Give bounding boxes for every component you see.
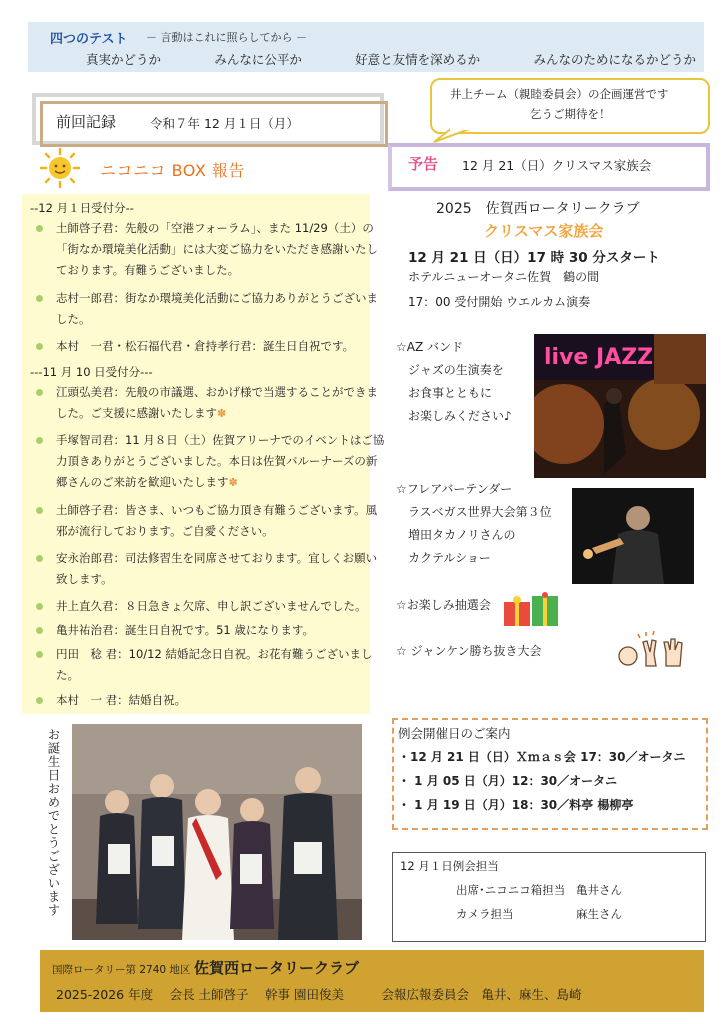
bubble-line-1: 井上チーム（親睦委員会）の企画運営です xyxy=(450,87,669,101)
list-item xyxy=(34,690,386,711)
list-item-text: 安永治郎君：司法修習生を同席させております。宜しくお願い致します。 xyxy=(56,551,378,586)
test-item: 真実かどうか xyxy=(86,52,162,67)
schedule-line: ・12 月 21 日（日）Ｘｍａｓ会 17：30／オータニ xyxy=(398,750,686,764)
list-item-text: 円田 稔 君：10/12 結婚記念日自祝。お花有難うございました。 xyxy=(56,647,373,682)
four-tests-subtitle: － 言動はこれに照らしてから － xyxy=(146,31,307,44)
bartender-photo-image xyxy=(572,488,694,584)
bartender-photo xyxy=(572,488,694,584)
list-item-text: 亀井祐治君：誕生日自祝です。51 歳になります。 xyxy=(56,623,314,637)
party-time: 12 月 21 日（日）17 時 30 分スタート xyxy=(408,250,660,266)
jazz-line: ☆AZ バンド xyxy=(396,340,464,354)
section-heading: ---11 月 10 日受付分--- xyxy=(30,365,153,379)
jazz-line: お食事とともに xyxy=(408,386,493,400)
bullet-icon xyxy=(36,697,43,704)
bartender-line: ☆フレアバーテンダー xyxy=(396,482,513,496)
list-item xyxy=(34,644,386,686)
bartender-line: ラスベガス世界大会第３位 xyxy=(408,505,552,519)
jazz-line: お楽しみください♪ xyxy=(408,409,512,423)
list-item-text: 土師啓子君：先般の「空港フォーラム」、また 11/29（土）の「街なか環境美化活動」には大変ご協力をいただき感謝いたしております。有難うございました。 xyxy=(56,221,378,277)
notice-text: 12 月 21（日）クリスマス家族会 xyxy=(462,158,652,173)
list-item xyxy=(34,596,386,617)
list-item-text: 土師啓子君：皆さま、いつもご協力頂き有難うございます。風邪が流行しております。ご自愛ください。 xyxy=(56,503,378,538)
test-item: みんなのためになるかどうか xyxy=(533,52,696,67)
bubble-line-2: 乞うご期待を！ xyxy=(530,107,611,121)
notice-label: 予告 xyxy=(408,155,439,173)
duty-title: 12 月１日例会担当 xyxy=(400,859,499,873)
section-heading: --12 月１日受付分-- xyxy=(30,201,134,215)
list-item-text: 江頭弘美君：先般の市議選、おかげ様で当選することができました。ご支援に感謝いたします xyxy=(56,385,378,420)
jazz-band-info xyxy=(396,336,512,428)
list-item xyxy=(34,382,386,424)
flower-icon: ✽ xyxy=(228,476,238,489)
list-item xyxy=(34,218,386,282)
schedule-line: ・ 1 月 05 日（月）12：30／オータニ xyxy=(398,774,618,788)
jazz-band-photo xyxy=(534,334,706,478)
bullet-icon xyxy=(36,603,43,610)
bullet-icon xyxy=(36,295,43,302)
rock-paper-scissors-icon xyxy=(616,630,686,670)
gift-icon xyxy=(502,592,560,630)
list-item xyxy=(34,336,386,357)
list-item-text: 本村 一 君：結婚自祝。 xyxy=(56,693,187,707)
bullet-icon xyxy=(36,507,43,514)
duty-role: 出席･ニコニコ箱担当 xyxy=(456,883,566,897)
bullet-icon xyxy=(36,389,43,396)
schedule-line: ・ 1 月 19 日（月）18：30／料亭 楊柳亭 xyxy=(398,798,634,812)
party-club-year: 2025 佐賀西ロータリークラブ xyxy=(436,201,640,217)
four-tests-list xyxy=(86,50,696,68)
birthday-caption: お誕生日おめでとうございます xyxy=(46,728,61,917)
speech-bubble-tail xyxy=(432,128,482,144)
jazz-neon-sign: live JAZZ xyxy=(544,345,654,370)
bartender-line: 増田タカノリさんの xyxy=(408,528,516,542)
duty-role: カメラ担当 xyxy=(456,907,514,921)
bullet-icon xyxy=(36,555,43,562)
duty-person: 亀井さん xyxy=(576,883,622,897)
bartender-line: カクテルショー xyxy=(408,551,491,565)
birthday-group-photo xyxy=(72,724,362,940)
list-item xyxy=(34,620,386,641)
flower-icon: ✽ xyxy=(217,407,227,420)
bullet-icon xyxy=(36,437,43,444)
list-item xyxy=(34,430,386,493)
four-tests-banner xyxy=(28,22,704,72)
nikoniko-report-panel xyxy=(22,194,385,714)
schedule-title: 例会開催日のご案内 xyxy=(398,726,511,741)
list-item xyxy=(34,288,386,330)
lottery-text: ☆お楽しみ抽選会 xyxy=(396,598,491,612)
bullet-icon xyxy=(36,627,43,634)
bullet-icon xyxy=(36,651,43,658)
bullet-icon xyxy=(36,343,43,350)
jazz-photo-image xyxy=(534,334,706,478)
party-title: クリスマス家族会 xyxy=(484,222,604,240)
footer-officers: 2025-2026 年度 会長 土師啓子 幹事 園田俊美 会報広報委員会 亀井、麻生、島崎 xyxy=(56,987,582,1002)
janken-text: ☆ ジャンケン勝ち抜き大会 xyxy=(396,644,542,658)
previous-record-date: 令和７年 12 月１日（月） xyxy=(150,116,299,131)
list-item xyxy=(34,500,386,542)
duty-person: 麻生さん xyxy=(576,907,622,921)
footer-district: 国際ロータリー第 2740 地区 xyxy=(52,964,191,976)
party-opening: 17：00 受付開始 ウエルカム演奏 xyxy=(408,295,591,309)
list-item-text: 本村 一君・松石福代君・倉持孝行君：誕生日自祝です。 xyxy=(56,339,355,353)
list-item-text: 手塚智司君：11 月８日（土）佐賀アリーナでのイベントはご協力頂きありがとうございました。本日は佐賀バルーナーズの新郷さんのご来訪を歓迎いたします xyxy=(56,433,385,489)
party-venue: ホテルニューオータニ佐賀 鶴の間 xyxy=(408,270,600,284)
footer-club-name: 佐賀西ロータリークラブ xyxy=(194,959,360,977)
bartender-info xyxy=(396,478,552,570)
previous-record-label: 前回記録 xyxy=(56,113,117,131)
list-item-text: 志村一郎君：街なか環境美化活動にご協力ありがとうございました。 xyxy=(56,291,378,326)
list-item xyxy=(34,548,386,590)
group-photo-image xyxy=(72,724,362,940)
list-item-text: 井上直久君：８日急きょ欠席、申し訳ございませんでした。 xyxy=(56,599,367,613)
test-item: 好意と友情を深めるか xyxy=(355,52,481,67)
bullet-icon xyxy=(36,225,43,232)
nikoniko-box-title: ニコニコ BOX 報告 xyxy=(100,161,245,180)
sun-icon xyxy=(36,148,84,188)
jazz-line: ジャズの生演奏を xyxy=(408,363,504,377)
test-item: みんなに公平か xyxy=(214,52,302,67)
four-tests-title: 四つのテスト xyxy=(50,32,128,47)
